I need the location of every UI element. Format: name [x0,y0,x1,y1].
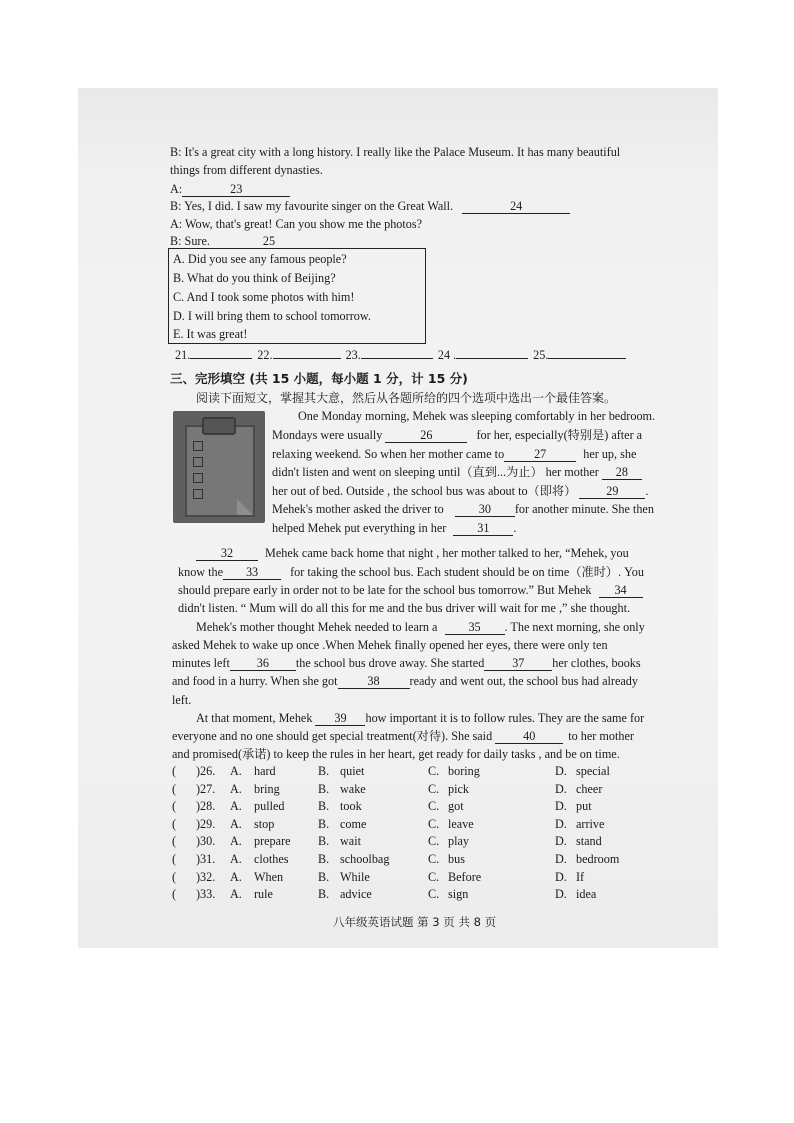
blank-31: 31 [453,522,513,536]
page-curl [237,499,253,515]
question-number: )30. [196,834,216,849]
blank-23: 23 [182,183,290,197]
choice-letter-a: A. [230,852,242,866]
choice-letter-d: D. [555,834,567,849]
choice-b: took [340,799,362,814]
passage-text: didn't listen and went on sleeping until（直到...为止） her mother [272,465,599,479]
blank-34: 34 [599,584,643,598]
answer-bracket[interactable]: ( [172,799,177,814]
choice-letter-a: A. [230,816,242,831]
blank-40: 40 [495,730,563,744]
blank-29: 29 [579,485,645,499]
passage-line [178,583,643,598]
question-number: )28. [196,799,216,814]
choice-letter-c: C. [428,816,440,831]
blank-24: 24 [462,200,570,214]
page-footer: 八年级英语试题 第 3 页 共 8 页 [333,915,497,929]
choice-letter-c: C. [428,869,440,884]
blank-28: 28 [602,466,642,480]
passage-line [272,428,642,443]
choice-b: While [340,869,370,884]
blank-26: 26 [385,429,467,443]
answer-25: 25. [533,348,549,362]
answer-bracket[interactable]: ( [172,869,177,884]
choice-letter-d: D. [555,799,567,814]
passage-line: One Monday morning, Mehek was sleeping comfortably in her bedroom. [298,409,656,423]
choice-d: stand [576,834,602,849]
choice-letter-b: B. [318,834,330,849]
passage-text: how important it is to follow rules. They are the same for [365,711,645,725]
passage-line [196,620,645,635]
dialogue-text: B: Yes, I did. I saw my favourite singer on the Great Wall. [170,199,454,213]
passage-line [196,546,629,561]
question-number: )29. [196,816,216,831]
choice-b: quiet [340,764,365,778]
passage-text: know the [178,565,224,579]
choice-a: rule [254,887,273,902]
choice-a: prepare [254,834,291,849]
passage-text: her up, she [583,447,637,461]
answer-bracket[interactable]: ( [172,887,177,902]
passage-text: Mehek's mother thought Mehek needed to learn a [196,620,438,634]
clip-icon [202,417,236,435]
options-box [168,248,426,344]
passage-text: should prepare early in order not to be late for the school bus tomorrow.” But Mehek [178,583,592,597]
passage-line [172,729,634,744]
choice-letter-a: A. [230,869,242,884]
question-number: )32. [196,869,216,884]
question-number: )26. [196,764,216,778]
dialogue-line-b3 [170,234,325,249]
blank-30: 30 [455,503,515,517]
passage-line: didn't listen. “ Mum will do all this for me and the bus driver will wait for me ,” she thought. [178,601,631,615]
option-d: D. I will bring them to school tomorrow. [173,309,371,323]
passage-text: ready and went out, the school bus had already [409,674,638,688]
choice-a: bring [254,781,280,796]
choice-letter-d: D. [555,852,567,866]
question-number: )33. [196,887,216,902]
choice-a: hard [254,764,276,778]
checkbox-icon [193,457,203,467]
choice-letter-c: C. [428,799,440,814]
choice-c: play [448,834,469,849]
answer-25-blank[interactable] [548,358,626,359]
blank-35: 35 [445,621,505,635]
passage-text: for her, especially(特别是) after a [476,428,643,442]
choice-a: stop [254,816,275,831]
answer-bracket[interactable]: ( [172,816,177,831]
passage-text: for another minute. She then [514,502,654,516]
blank-38: 38 [338,675,410,689]
choice-letter-d: D. [555,764,567,778]
passage-line: left. [172,693,192,707]
passage-line [196,711,644,726]
answer-bracket[interactable]: ( [172,781,177,796]
choice-d: bedroom [576,852,620,866]
choice-c: sign [448,887,469,902]
passage-text: At that moment, Mehek [196,711,313,725]
answer-24-blank[interactable] [456,358,528,359]
passage-line [178,565,644,580]
speaker-a: A: [170,182,183,196]
choice-d: put [576,799,592,814]
choice-letter-c: C. [428,781,440,796]
passage-text: her out of bed. Outside , the school bus was about to（即将） [272,484,577,498]
choice-letter-b: B. [318,799,330,814]
choice-d: arrive [576,816,605,831]
choice-a: pulled [254,799,285,814]
passage-text: helped Mehek put everything in her [272,521,447,535]
passage-text: . [645,484,649,498]
checkbox-icon [193,441,203,451]
question-number: )31. [196,852,216,866]
answer-24: 24 . [437,348,457,362]
choice-letter-a: A. [230,887,242,902]
choice-letter-d: D. [555,887,567,902]
choice-c: leave [448,816,474,831]
answer-21: 21. [175,348,191,362]
choice-d: If [576,869,585,884]
answer-22: 22. [257,348,273,362]
answer-bracket[interactable]: ( [172,764,177,778]
passage-text: Mehek came back home that night , her mother talked to her, “Mehek, you [265,546,629,560]
passage-line [172,674,638,689]
choice-letter-c: C. [428,834,440,849]
option-e: E. It was great! [173,327,248,341]
choice-c: boring [448,764,480,778]
choice-b: wait [340,834,361,849]
choice-c: Before [448,869,482,884]
choice-letter-c: C. [428,887,440,902]
answer-bracket[interactable]: ( [172,834,177,849]
dialogue-line-b1b: things from different dynasties. [170,163,323,177]
passage-text: . [513,521,517,535]
blank-25: 25 [213,235,325,249]
checkbox-icon [193,473,203,483]
dialogue-line-a1 [170,182,290,197]
choice-letter-d: D. [555,781,567,796]
choice-letter-b: B. [318,764,330,778]
choice-c: got [448,799,464,814]
passage-line [272,447,636,462]
answer-21-blank[interactable] [190,358,252,359]
passage-text: relaxing weekend. So when her mother came to [272,447,505,461]
choice-letter-a: A. [230,799,242,814]
choice-a: When [254,869,284,884]
instruction: 阅读下面短文，掌握其大意，然后从各题所给的四个选项中选出一个最佳答案。 [196,391,617,405]
option-c: C. And I took some photos with him! [173,290,355,304]
blank-27: 27 [504,448,576,462]
choice-letter-b: B. [318,852,330,866]
choice-a: clothes [254,852,289,866]
option-b: B. What do you think of Beijing? [173,271,336,285]
dialogue-line-a2: A: Wow, that's great! Can you show me the photos? [170,217,423,231]
dialogue-line-b2 [170,199,570,214]
dialogue-line-b1a: B: It's a great city with a long history. I really like the Palace Museum. It has many beautiful [170,145,621,159]
choice-b: schoolbag [340,852,390,866]
passage-text: to her mother [568,729,634,743]
choice-d: cheer [576,781,603,796]
blank-33: 33 [223,566,281,580]
passage-text: everyone and no one should get special treatment(对待). She said [172,729,493,743]
choice-b: advice [340,887,372,902]
blank-39: 39 [315,712,365,726]
speaker-b: B: Sure. [170,234,210,248]
passage-line: and promised(承诺) to keep the rules in her heart, get ready for daily tasks , and be on time. [172,747,620,761]
passage-text: her clothes, books [552,656,641,670]
choice-letter-d: D. [555,816,567,831]
question-number: )27. [196,781,216,796]
choice-b: wake [340,781,366,796]
passage-text: and food in a hurry. When she got [172,674,338,688]
passage-text: Mehek's mother asked the driver to [272,502,444,516]
option-a: A. Did you see any famous people? [173,252,347,266]
section-title: 三、完形填空 (共 15 小题，每小题 1 分，计 15 分) [170,371,468,386]
passage-text: . The next morning, she only [504,620,645,634]
choice-letter-d: D. [555,869,567,884]
passage-line [272,521,516,536]
passage-line: asked Mehek to wake up once .When Mehek finally opened her eyes, there were only ten [172,638,608,652]
passage-text: the school bus drove away. She started [295,656,485,670]
answer-22-blank[interactable] [273,358,341,359]
passage-line [272,484,648,499]
passage-line [272,465,642,480]
choice-c: pick [448,781,469,796]
choice-letter-b: B. [318,887,330,902]
passage-line [272,502,654,517]
clipboard-board [185,425,255,517]
answer-bracket[interactable]: ( [172,852,177,866]
choice-letter-c: C. [428,764,440,778]
choice-letter-a: A. [230,764,242,778]
passage-line [172,656,641,671]
choice-letter-b: B. [318,781,330,796]
choice-d: special [576,764,610,778]
choice-letter-c: C. [428,852,440,866]
choice-letter-a: A. [230,834,242,849]
choice-c: bus [448,852,465,866]
answer-23-blank[interactable] [361,358,433,359]
blank-37: 37 [484,657,552,671]
clipboard-icon [173,411,265,523]
choice-letter-b: B. [318,869,330,884]
choice-d: idea [576,887,597,902]
passage-text: for taking the school bus. Each student should be on time（准时）. You [290,565,644,579]
answer-23: 23. [345,348,361,362]
blank-36: 36 [230,657,296,671]
passage-text: minutes left [172,656,230,670]
choice-letter-a: A. [230,781,242,796]
checkbox-icon [193,489,203,499]
blank-32: 32 [196,547,258,561]
answer-line [175,348,626,363]
choice-letter-b: B. [318,816,330,831]
choice-b: come [340,816,367,831]
passage-text: Mondays were usually [272,428,383,442]
